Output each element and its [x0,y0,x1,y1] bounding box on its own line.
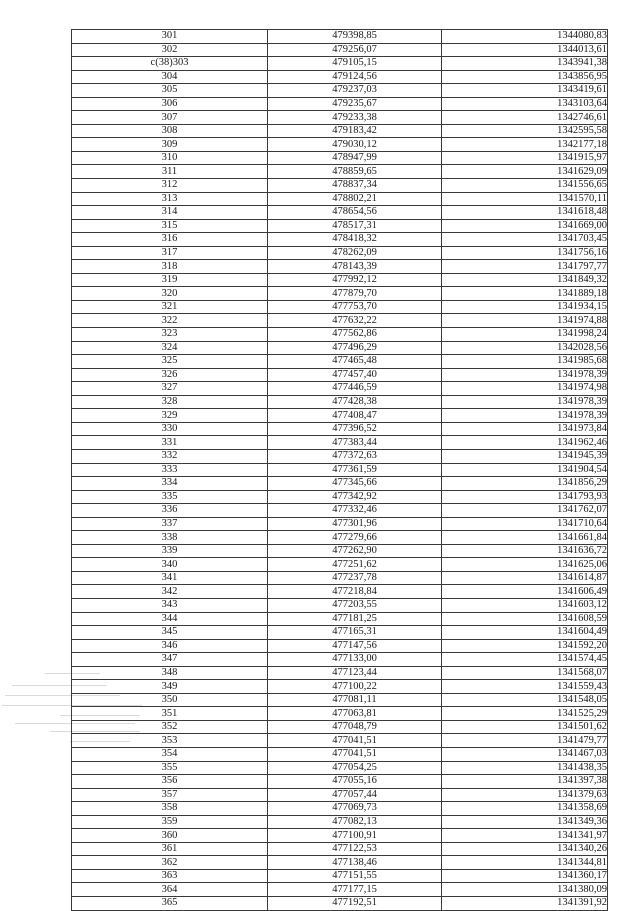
x-coordinate-cell: 478859,65 [268,165,442,179]
point-number-cell: 326 [72,368,268,382]
point-number-cell: 342 [72,585,268,599]
y-coordinate-cell: 1341379,63 [442,788,608,802]
x-coordinate-cell: 478517,31 [268,219,442,233]
y-coordinate-cell: 1341349,36 [442,815,608,829]
y-coordinate-cell: 1341548,05 [442,693,608,707]
point-number-cell: 351 [72,707,268,721]
x-coordinate-cell: 478837,34 [268,179,442,193]
x-coordinate-cell: 477122,53 [268,842,442,856]
point-number-cell: 365 [72,897,268,911]
table-row [72,192,608,206]
point-number-cell: 357 [72,788,268,802]
table-row [72,300,608,314]
point-number-cell: 307 [72,111,268,125]
y-coordinate-cell: 1341978,39 [442,395,608,409]
x-coordinate-cell: 479183,42 [268,124,442,138]
point-number-cell: 336 [72,504,268,518]
y-coordinate-cell: 1341570,11 [442,192,608,206]
point-number-cell: 323 [72,328,268,342]
table-row [72,246,608,260]
coordinates-table [71,29,608,911]
point-number-cell: 317 [72,246,268,260]
x-coordinate-cell: 477251,62 [268,558,442,572]
point-number-cell: 353 [72,734,268,748]
x-coordinate-cell: 477081,11 [268,693,442,707]
point-number-cell: c(38)303 [72,57,268,71]
table-row [72,422,608,436]
y-coordinate-cell: 1341341,97 [442,829,608,843]
point-number-cell: 356 [72,775,268,789]
y-coordinate-cell: 1341962,46 [442,436,608,450]
x-coordinate-cell: 477383,44 [268,436,442,450]
x-coordinate-cell: 477753,70 [268,300,442,314]
point-number-cell: 308 [72,124,268,138]
y-coordinate-cell: 1341479,77 [442,734,608,748]
table-row [72,179,608,193]
table-row [72,612,608,626]
x-coordinate-cell: 477151,55 [268,869,442,883]
x-coordinate-cell: 477408,47 [268,409,442,423]
coordinates-table-body [72,30,608,911]
table-row [72,165,608,179]
point-number-cell: 348 [72,666,268,680]
point-number-cell: 311 [72,165,268,179]
table-row [72,328,608,342]
y-coordinate-cell: 1341998,24 [442,328,608,342]
table-row [72,260,608,274]
table-row [72,233,608,247]
x-coordinate-cell: 477177,15 [268,883,442,897]
point-number-cell: 331 [72,436,268,450]
x-coordinate-cell: 477057,44 [268,788,442,802]
y-coordinate-cell: 1342028,56 [442,341,608,355]
x-coordinate-cell: 477138,46 [268,856,442,870]
x-coordinate-cell: 477279,66 [268,531,442,545]
x-coordinate-cell: 477048,79 [268,720,442,734]
table-row [72,761,608,775]
point-number-cell: 306 [72,97,268,111]
point-number-cell: 334 [72,477,268,491]
table-row [72,585,608,599]
x-coordinate-cell: 477181,25 [268,612,442,626]
point-number-cell: 302 [72,43,268,57]
x-coordinate-cell: 477562,86 [268,328,442,342]
x-coordinate-cell: 477396,52 [268,422,442,436]
y-coordinate-cell: 1341614,87 [442,571,608,585]
point-number-cell: 347 [72,653,268,667]
y-coordinate-cell: 1341380,09 [442,883,608,897]
point-number-cell: 355 [72,761,268,775]
table-row [72,680,608,694]
table-row [72,463,608,477]
y-coordinate-cell: 1344013,61 [442,43,608,57]
point-number-cell: 316 [72,233,268,247]
x-coordinate-cell: 477237,78 [268,571,442,585]
y-coordinate-cell: 1341568,07 [442,666,608,680]
y-coordinate-cell: 1343941,38 [442,57,608,71]
x-coordinate-cell: 477069,73 [268,802,442,816]
point-number-cell: 350 [72,693,268,707]
x-coordinate-cell: 479235,67 [268,97,442,111]
point-number-cell: 327 [72,382,268,396]
x-coordinate-cell: 477301,96 [268,517,442,531]
point-number-cell: 354 [72,747,268,761]
table-row [72,558,608,572]
y-coordinate-cell: 1341973,84 [442,422,608,436]
table-row [72,883,608,897]
table-row [72,693,608,707]
table-row [72,219,608,233]
x-coordinate-cell: 478947,99 [268,151,442,165]
table-row [72,869,608,883]
y-coordinate-cell: 1341438,35 [442,761,608,775]
y-coordinate-cell: 1342746,61 [442,111,608,125]
point-number-cell: 359 [72,815,268,829]
y-coordinate-cell: 1341625,06 [442,558,608,572]
y-coordinate-cell: 1341592,20 [442,639,608,653]
point-number-cell: 313 [72,192,268,206]
point-number-cell: 333 [72,463,268,477]
table-row [72,206,608,220]
table-row [72,97,608,111]
table-row [72,815,608,829]
table-row [72,368,608,382]
y-coordinate-cell: 1341397,38 [442,775,608,789]
table-row [72,30,608,44]
y-coordinate-cell: 1341661,84 [442,531,608,545]
y-coordinate-cell: 1341797,77 [442,260,608,274]
y-coordinate-cell: 1341978,39 [442,409,608,423]
x-coordinate-cell: 477428,38 [268,395,442,409]
point-number-cell: 315 [72,219,268,233]
y-coordinate-cell: 1341915,97 [442,151,608,165]
table-row [72,653,608,667]
x-coordinate-cell: 477345,66 [268,477,442,491]
point-number-cell: 330 [72,422,268,436]
y-coordinate-cell: 1341603,12 [442,598,608,612]
table-row [72,314,608,328]
point-number-cell: 322 [72,314,268,328]
y-coordinate-cell: 1341856,29 [442,477,608,491]
y-coordinate-cell: 1341974,98 [442,382,608,396]
table-row [72,70,608,84]
point-number-cell: 335 [72,490,268,504]
point-number-cell: 318 [72,260,268,274]
y-coordinate-cell: 1341340,26 [442,842,608,856]
point-number-cell: 324 [72,341,268,355]
x-coordinate-cell: 477041,51 [268,747,442,761]
x-coordinate-cell: 478262,09 [268,246,442,260]
point-number-cell: 364 [72,883,268,897]
table-row [72,666,608,680]
y-coordinate-cell: 1341849,32 [442,273,608,287]
table-row [72,273,608,287]
table-row [72,598,608,612]
y-coordinate-cell: 1341904,54 [442,463,608,477]
x-coordinate-cell: 477123,44 [268,666,442,680]
x-coordinate-cell: 477100,22 [268,680,442,694]
x-coordinate-cell: 479256,07 [268,43,442,57]
point-number-cell: 337 [72,517,268,531]
point-number-cell: 363 [72,869,268,883]
point-number-cell: 343 [72,598,268,612]
x-coordinate-cell: 477992,12 [268,273,442,287]
point-number-cell: 361 [72,842,268,856]
y-coordinate-cell: 1341525,29 [442,707,608,721]
point-number-cell: 321 [72,300,268,314]
point-number-cell: 341 [72,571,268,585]
y-coordinate-cell: 1341669,00 [442,219,608,233]
x-coordinate-cell: 477632,22 [268,314,442,328]
point-number-cell: 312 [72,179,268,193]
x-coordinate-cell: 477372,63 [268,449,442,463]
y-coordinate-cell: 1341629,09 [442,165,608,179]
table-row [72,382,608,396]
table-row [72,477,608,491]
y-coordinate-cell: 1341978,39 [442,368,608,382]
y-coordinate-cell: 1341793,93 [442,490,608,504]
point-number-cell: 338 [72,531,268,545]
y-coordinate-cell: 1341574,45 [442,653,608,667]
table-row [72,707,608,721]
x-coordinate-cell: 479237,03 [268,84,442,98]
x-coordinate-cell: 477457,40 [268,368,442,382]
x-coordinate-cell: 477054,25 [268,761,442,775]
x-coordinate-cell: 477342,92 [268,490,442,504]
table-row [72,138,608,152]
y-coordinate-cell: 1341608,59 [442,612,608,626]
point-number-cell: 320 [72,287,268,301]
point-number-cell: 362 [72,856,268,870]
point-number-cell: 352 [72,720,268,734]
table-row [72,43,608,57]
table-row [72,449,608,463]
y-coordinate-cell: 1341501,62 [442,720,608,734]
x-coordinate-cell: 477133,00 [268,653,442,667]
y-coordinate-cell: 1341344,81 [442,856,608,870]
table-row [72,504,608,518]
table-row [72,802,608,816]
table-row [72,571,608,585]
point-number-cell: 329 [72,409,268,423]
table-row [72,395,608,409]
y-coordinate-cell: 1341360,17 [442,869,608,883]
y-coordinate-cell: 1341467,03 [442,747,608,761]
y-coordinate-cell: 1341889,18 [442,287,608,301]
x-coordinate-cell: 477496,29 [268,341,442,355]
y-coordinate-cell: 1341559,43 [442,680,608,694]
y-coordinate-cell: 1342595,58 [442,124,608,138]
table-row [72,409,608,423]
x-coordinate-cell: 477218,84 [268,585,442,599]
point-number-cell: 344 [72,612,268,626]
y-coordinate-cell: 1341756,16 [442,246,608,260]
y-coordinate-cell: 1341710,64 [442,517,608,531]
table-row [72,747,608,761]
table-row [72,490,608,504]
x-coordinate-cell: 477203,55 [268,598,442,612]
point-number-cell: 319 [72,273,268,287]
x-coordinate-cell: 477147,56 [268,639,442,653]
table-row [72,531,608,545]
y-coordinate-cell: 1341604,49 [442,626,608,640]
table-row [72,897,608,911]
y-coordinate-cell: 1342177,18 [442,138,608,152]
x-coordinate-cell: 477100,91 [268,829,442,843]
point-number-cell: 314 [72,206,268,220]
point-number-cell: 340 [72,558,268,572]
point-number-cell: 349 [72,680,268,694]
table-row [72,124,608,138]
table-row [72,626,608,640]
table-row [72,734,608,748]
x-coordinate-cell: 478143,39 [268,260,442,274]
x-coordinate-cell: 478654,56 [268,206,442,220]
point-number-cell: 325 [72,355,268,369]
point-number-cell: 339 [72,544,268,558]
table-row [72,57,608,71]
table-row [72,436,608,450]
x-coordinate-cell: 477332,46 [268,504,442,518]
table-row [72,720,608,734]
x-coordinate-cell: 477879,70 [268,287,442,301]
x-coordinate-cell: 477165,31 [268,626,442,640]
point-number-cell: 309 [72,138,268,152]
y-coordinate-cell: 1343103,64 [442,97,608,111]
y-coordinate-cell: 1343419,61 [442,84,608,98]
x-coordinate-cell: 479233,38 [268,111,442,125]
point-number-cell: 332 [72,449,268,463]
y-coordinate-cell: 1341606,49 [442,585,608,599]
y-coordinate-cell: 1341636,72 [442,544,608,558]
x-coordinate-cell: 477446,59 [268,382,442,396]
x-coordinate-cell: 477192,51 [268,897,442,911]
table-row [72,151,608,165]
point-number-cell: 304 [72,70,268,84]
x-coordinate-cell: 477041,51 [268,734,442,748]
y-coordinate-cell: 1341703,45 [442,233,608,247]
table-row [72,84,608,98]
point-number-cell: 358 [72,802,268,816]
table-row [72,788,608,802]
y-coordinate-cell: 1341945,39 [442,449,608,463]
x-coordinate-cell: 477361,59 [268,463,442,477]
x-coordinate-cell: 477262,90 [268,544,442,558]
table-row [72,287,608,301]
x-coordinate-cell: 477465,48 [268,355,442,369]
x-coordinate-cell: 477082,13 [268,815,442,829]
y-coordinate-cell: 1341974,88 [442,314,608,328]
y-coordinate-cell: 1344080,83 [442,30,608,44]
x-coordinate-cell: 479030,12 [268,138,442,152]
table-row [72,639,608,653]
table-row [72,856,608,870]
x-coordinate-cell: 479398,85 [268,30,442,44]
table-row [72,544,608,558]
x-coordinate-cell: 477063,81 [268,707,442,721]
table-row [72,355,608,369]
table-row [72,775,608,789]
y-coordinate-cell: 1341556,65 [442,179,608,193]
y-coordinate-cell: 1341358,69 [442,802,608,816]
point-number-cell: 345 [72,626,268,640]
x-coordinate-cell: 479105,15 [268,57,442,71]
table-row [72,842,608,856]
x-coordinate-cell: 478418,32 [268,233,442,247]
y-coordinate-cell: 1341391,92 [442,897,608,911]
point-number-cell: 301 [72,30,268,44]
y-coordinate-cell: 1343856,95 [442,70,608,84]
y-coordinate-cell: 1341762,07 [442,504,608,518]
table-row [72,111,608,125]
y-coordinate-cell: 1341934,15 [442,300,608,314]
x-coordinate-cell: 478802,21 [268,192,442,206]
point-number-cell: 360 [72,829,268,843]
table-row [72,341,608,355]
y-coordinate-cell: 1341618,48 [442,206,608,220]
table-row [72,517,608,531]
point-number-cell: 346 [72,639,268,653]
point-number-cell: 328 [72,395,268,409]
table-row [72,829,608,843]
x-coordinate-cell: 479124,56 [268,70,442,84]
point-number-cell: 305 [72,84,268,98]
y-coordinate-cell: 1341985,68 [442,355,608,369]
point-number-cell: 310 [72,151,268,165]
x-coordinate-cell: 477055,16 [268,775,442,789]
